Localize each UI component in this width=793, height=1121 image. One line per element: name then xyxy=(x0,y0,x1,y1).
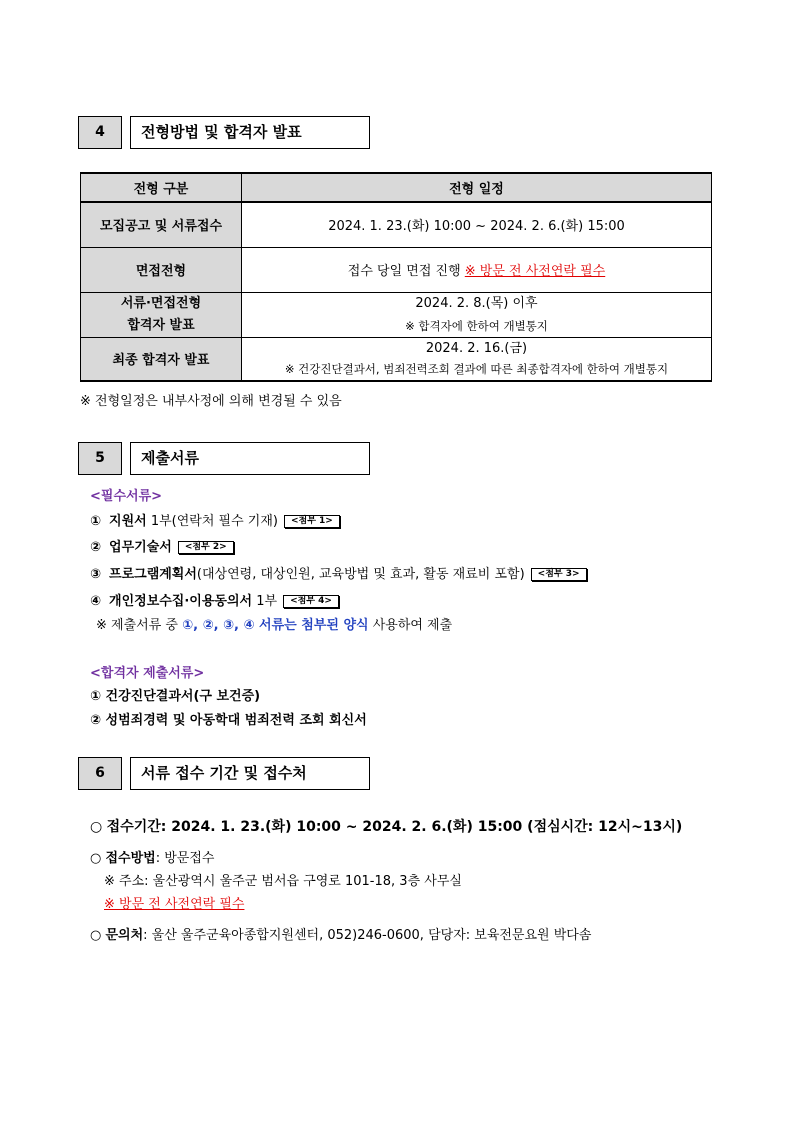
attachment-tag: <첨부 2> xyxy=(178,541,234,554)
item-desc: (대상연령, 대상인원, 교육방법 및 효과, 활동 재료비 포함) xyxy=(196,567,525,582)
item-mark: ① xyxy=(90,514,102,529)
period-value: : 2024. 1. 23.(화) 10:00 ~ 2024. 2. 6.(화) 15:00 (점심시간: 12시~13시) xyxy=(160,819,683,835)
attachment-tag: <첨부 4> xyxy=(283,595,339,608)
section-title: 전형방법 및 합격자 발표 xyxy=(130,116,370,149)
required-docs-title: <필수서류> xyxy=(90,489,163,504)
table-row xyxy=(81,337,712,381)
row-value-text: 접수 당일 면접 진행 xyxy=(347,264,461,279)
bullet-icon: ○ xyxy=(90,851,102,866)
row-label xyxy=(81,292,242,337)
bullet-icon: ○ xyxy=(90,819,103,835)
period-label: 접수기간 xyxy=(106,819,161,835)
item-name: 업무기술서 xyxy=(109,540,172,555)
item-name: 지원서 xyxy=(109,514,147,529)
item-mark: ② xyxy=(90,540,102,555)
header-category: 전형 구분 xyxy=(81,173,242,202)
method-value: : 방문접수 xyxy=(155,851,215,866)
row-label-line1: 서류·면접전형 xyxy=(120,295,202,311)
row-label-line2: 합격자 발표 xyxy=(127,317,195,333)
address-line: ※ 주소: 울산광역시 울주군 범서읍 구영로 101-18, 3층 사무실 xyxy=(104,874,462,889)
row-note: ※ 건강진단결과서, 범죄전력조회 결과에 따른 최종합격자에 한하여 개별통지 xyxy=(284,361,669,376)
period-line xyxy=(90,816,682,836)
item-mark: ③ xyxy=(90,567,102,582)
attachment-tag: <첨부 1> xyxy=(284,515,340,528)
note-suffix: 사용하여 제출 xyxy=(368,618,453,633)
method-label: 접수방법 xyxy=(105,851,156,866)
note-mid: 서류는 첨부된 양식 xyxy=(254,618,369,633)
method-line xyxy=(90,847,214,866)
attachment-tag: <첨부 3> xyxy=(531,568,587,581)
section-title: 제출서류 xyxy=(130,442,370,475)
list-item xyxy=(90,563,587,582)
item-desc: 1부 xyxy=(252,594,278,609)
list-item xyxy=(90,590,339,609)
row-value-text: 2024. 2. 8.(목) 이후 xyxy=(415,295,538,311)
table-header-row xyxy=(81,173,712,202)
section-number: 4 xyxy=(78,116,122,149)
contact-label: 문의처 xyxy=(105,928,144,943)
row-value xyxy=(242,337,712,381)
row-value xyxy=(242,292,712,337)
passed-docs-title: <합격자 제출서류> xyxy=(90,666,205,681)
schedule-table xyxy=(80,172,712,382)
list-item xyxy=(90,536,234,555)
item-name: 프로그램계획서 xyxy=(109,567,197,582)
row-label: 최종 합격자 발표 xyxy=(81,337,242,381)
list-item: ① 건강진단결과서(구 보건증) xyxy=(90,689,261,704)
visit-notice: ※ 방문 전 사전연락 필수 xyxy=(464,264,606,279)
list-item: ② 성범죄경력 및 아동학대 범죄전력 조회 회신서 xyxy=(90,713,367,728)
item-desc: 1부(연락처 필수 기재) xyxy=(146,514,278,529)
contact-line xyxy=(90,924,591,943)
section-number: 6 xyxy=(78,757,122,790)
row-label: 모집공고 및 서류접수 xyxy=(81,202,242,247)
contact-value: : 울산 울주군육아종합지원센터, 052)246-0600, 담당자: 보육전문요원 박다솜 xyxy=(143,928,592,943)
item-mark: ④ xyxy=(90,594,102,609)
row-value xyxy=(242,247,712,292)
table-row xyxy=(81,247,712,292)
visit-notice: ※ 방문 전 사전연락 필수 xyxy=(104,897,245,912)
note-marks: ①, ②, ③, ④ xyxy=(182,618,255,633)
table-row xyxy=(81,202,712,247)
schedule-footnote: ※ 전형일정은 내부사정에 의해 변경될 수 있음 xyxy=(80,394,342,409)
table-row xyxy=(81,292,712,337)
list-item xyxy=(90,510,340,529)
docs-note xyxy=(96,614,452,633)
row-note: ※ 합격자에 한하여 개별통지 xyxy=(405,318,548,333)
section-number: 5 xyxy=(78,442,122,475)
row-value: 2024. 1. 23.(화) 10:00 ~ 2024. 2. 6.(화) 15:00 xyxy=(242,202,712,247)
item-name: 개인정보수집·이용동의서 xyxy=(109,594,253,609)
note-prefix: ※ 제출서류 중 xyxy=(96,618,183,633)
row-value-text: 2024. 2. 16.(금) xyxy=(425,340,528,356)
section-title: 서류 접수 기간 및 접수처 xyxy=(130,757,370,790)
bullet-icon: ○ xyxy=(90,928,102,943)
header-schedule: 전형 일정 xyxy=(242,173,712,202)
row-label: 면접전형 xyxy=(81,247,242,292)
